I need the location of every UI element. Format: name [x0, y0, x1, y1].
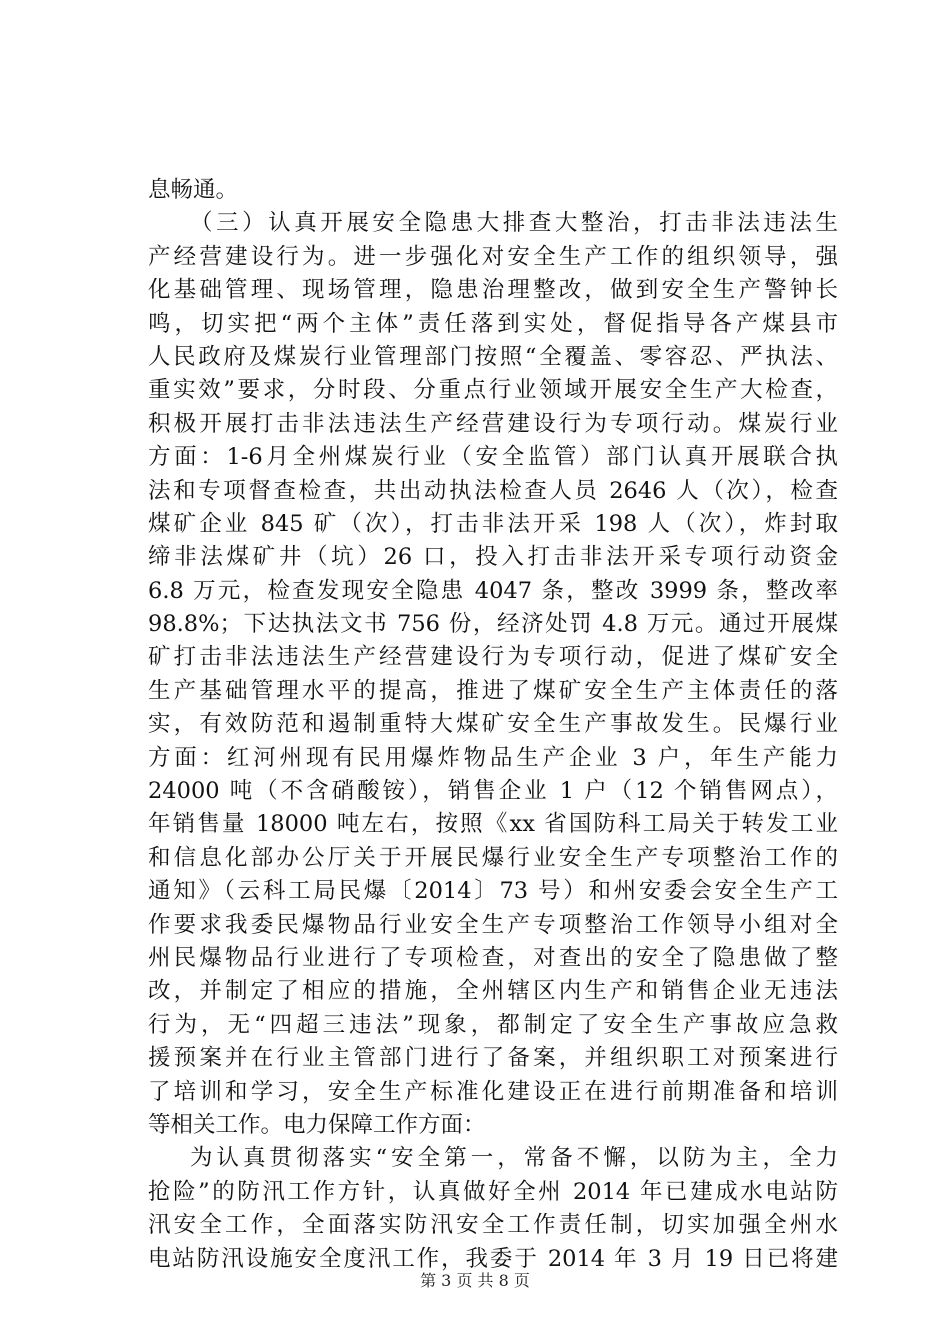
text-line: 方面：红河州现有民用爆炸物品生产企业 3 户，年生产能力 [148, 744, 838, 771]
text-line: 通知》（云科工局民爆〔2014〕73 号）和州安委会安全生产工 [148, 878, 838, 905]
text-line: 行为，无“四超三违法”现象，都制定了安全生产事故应急救 [148, 1011, 838, 1038]
text-line: 为认真贯彻落实“安全第一，常备不懈，以防为主，全力 [190, 1145, 838, 1172]
text-line: 等相关工作。电力保障工作方面： [148, 1111, 486, 1138]
text-line: 鸣，切实把“两个主体”责任落到实处，督促指导各产煤县市 [148, 310, 838, 337]
text-line: 煤矿企业 845 矿（次），打击非法开采 198 人（次），炸封取 [148, 510, 838, 537]
body-text [148, 174, 838, 1276]
text-line: 重实效”要求，分时段、分重点行业领域开展安全生产大检查， [148, 377, 838, 404]
text-line: 法和专项督查检查，共出动执法检查人员 2646 人（次），检查 [148, 477, 838, 504]
text-line: 州民爆物品行业进行了专项检查，对查出的安全了隐患做了整 [148, 944, 838, 971]
text-line: 人民政府及煤炭行业管理部门按照“全覆盖、零容忍、严执法、 [148, 343, 838, 370]
text-line: 实，有效防范和遏制重特大煤矿安全生产事故发生。民爆行业 [148, 711, 838, 738]
text-line: 98.8%；下达执法文书 756 份，经济处罚 4.8 万元。通过开展煤 [148, 611, 838, 638]
text-line: 方面：1-6月全州煤炭行业（安全监管）部门认真开展联合执 [148, 444, 838, 471]
page-footer: 第 3 页 共 8 页 [420, 1271, 530, 1290]
text-line: 抢险”的防汛工作方针，认真做好全州 2014 年已建成水电站防 [148, 1178, 838, 1205]
text-line: 年销售量 18000 吨左右，按照《xx 省国防科工局关于转发工业 [148, 811, 838, 838]
text-line: 6.8 万元，检查发现安全隐患 4047 条，整改 3999 条，整改率 [148, 577, 838, 604]
text-line: 改，并制定了相应的措施，全州辖区内生产和销售企业无违法 [148, 978, 838, 1005]
text-line: 产经营建设行为。进一步强化对安全生产工作的组织领导，强 [148, 243, 838, 270]
text-line: 化基础管理、现场管理，隐患治理整改，做到安全生产警钟长 [148, 277, 838, 304]
text-line: 电站防汛设施安全度汛工作，我委于 2014 年 3 月 19 日已将建 [148, 1245, 838, 1272]
text-line: 缔非法煤矿井（坑）26 口，投入打击非法开采专项行动资金 [148, 544, 838, 571]
text-line: 了培训和学习，安全生产标准化建设正在进行前期准备和培训 [148, 1078, 838, 1105]
text-line: 作要求我委民爆物品行业安全生产专项整治工作领导小组对全 [148, 911, 838, 938]
text-line: 息畅通。 [148, 177, 239, 203]
text-line: （三）认真开展安全隐患大排查大整治，打击非法违法生 [190, 210, 838, 237]
text-line: 矿打击非法违法生产经营建设行为专项行动，促进了煤矿安全 [148, 644, 838, 671]
text-line: 汛安全工作，全面落实防汛安全工作责任制，切实加强全州水 [148, 1212, 838, 1239]
text-line: 24000 吨（不含硝酸铵），销售企业 1 户（12 个销售网点）， [148, 778, 838, 805]
text-line: 援预案并在行业主管部门进行了备案，并组织职工对预案进行 [148, 1045, 838, 1072]
text-line: 积极开展打击非法违法生产经营建设行为专项行动。煤炭行业 [148, 410, 838, 437]
text-line: 生产基础管理水平的提高，推进了煤矿安全生产主体责任的落 [148, 677, 838, 704]
text-line: 和信息化部办公厅关于开展民爆行业安全生产专项整治工作的 [148, 844, 838, 871]
